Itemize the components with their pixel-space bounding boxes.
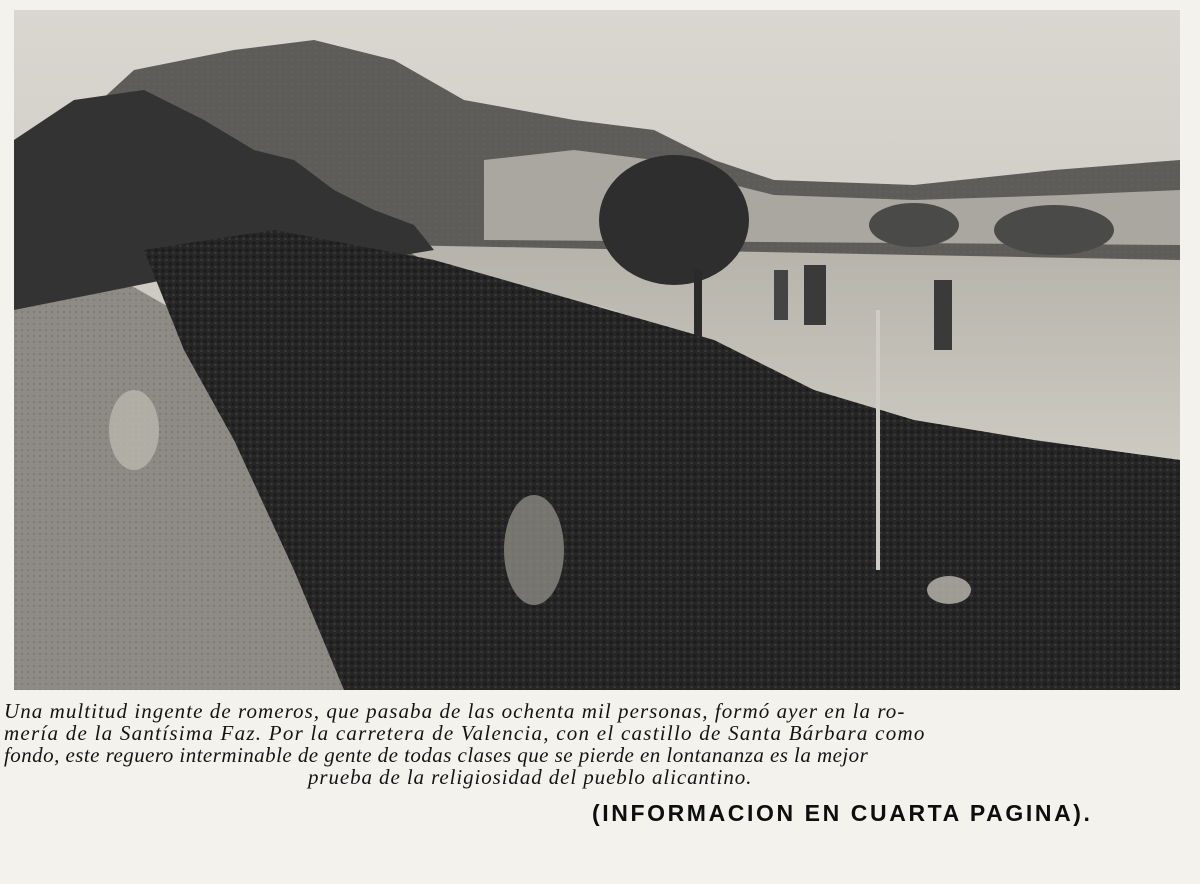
page-reference: (INFORMACION EN CUARTA PAGINA). bbox=[592, 800, 1093, 826]
photo-illustration bbox=[14, 10, 1180, 690]
caption-line: mería de la Santísima Faz. Por la carretera de Valencia, con el castillo de Santa Bárbara como bbox=[4, 721, 926, 745]
photo-caption bbox=[4, 700, 1184, 788]
caption-line: fondo, este reguero interminable de gente de todas clases que se pierde en lontananza es la mejor bbox=[4, 743, 869, 767]
crowd-procession-photo bbox=[14, 10, 1180, 690]
caption-line: prueba de la religiosidad del pueblo alicantino. bbox=[308, 765, 753, 789]
caption-line: Una multitud ingente de romeros, que pasaba de las ochenta mil personas, formó ayer en la ro- bbox=[4, 699, 906, 723]
tree bbox=[599, 155, 749, 285]
